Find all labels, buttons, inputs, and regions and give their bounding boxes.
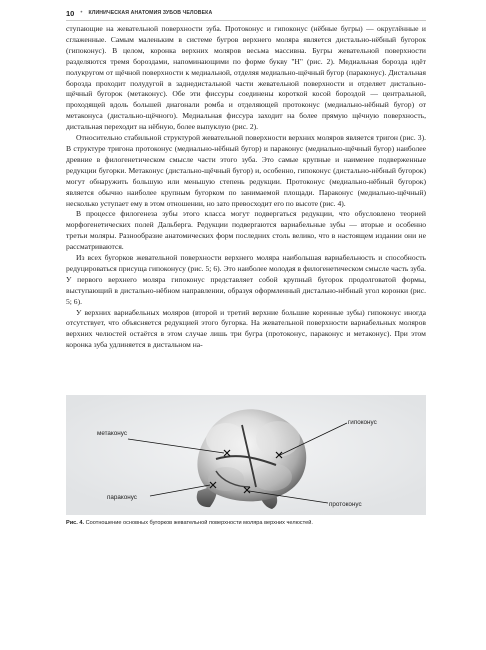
- body-text: [66, 24, 426, 351]
- paragraph-1: ступающие на жевательной поверхности зуба. Протоконус и гипоконус (нёбные бугры) — округлённые и сглаженные. Самым маленьким в системе бугров верхнего моляра является дистально-нёбный бугорок (гипоконус). В целом, коронка верхних моляров весьма массивна. Бугры жевательной поверхности разделяются тремя бороздами, напоминающими по форме букву "Н" (рис. 2). Медиальная борозда идёт полукругом от щёчной поверхности к медиальной, отделяя медиально-щёчный бугор (параконус). Дистальная борозда проходит полудугой в заднедистальной части жевательной поверхности и отделяет дистально-щёчный бугорок (метаконус). Обе эти фиссуры соединены короткой косой бороздой — центральной, проходящей вдоль большей диагонали ромба и отделяющей протоконус (медиально-нёбный бугор) от метаконуса (дистально-щёчного). Медиальная фиссура заходит на более прямую щёчную поверхность, дистальная переходит на нёбную, более выпуклую (рис. 2).: [66, 24, 426, 132]
- caption-text: Соотношение основных бугорков жевательной поверхности моляра верхних челюстей.: [85, 520, 313, 526]
- label-metaconus: метаконус: [97, 430, 127, 437]
- label-hypoconus: гипоконус: [348, 419, 377, 426]
- caption-number: Рис. 4.: [66, 520, 85, 526]
- page-number: 10: [66, 8, 75, 18]
- bullet-separator: •: [80, 10, 83, 16]
- paragraph-2: Относительно стабильной структурой жевательной поверхности верхних моляров является тригон (рис. 3). В структуре тригона протоконус (медиально-нёбный бугор) и параконус (медиально-щёчный бугор) наиболее древние в филогенетическом смысле части этого зуба. Это самые крупные и наименее подверженные редукции бугорки. Метаконус (дистально-щёчный бугор) и, особенно, гипоконус (дистально-нёбный бугорок) могут обнаружить большую или меньшую степень редукции. Протоконус (медиально-нёбный бугорок) является обычно наиболее крупным бугорком по занимаемой площади. Параконус (медиально-щёчный) несколько уступает ему в этом отношении, но зато превосходит его по высоте (рис. 4).: [66, 133, 426, 208]
- page-header: [66, 7, 426, 19]
- paragraph-5: У верхних вариабельных моляров (второй и третий верхние большие коренные зубы) гипоконус иногда отсутствует, что объясняется редукцией этого бугорка. На жевательной поверхности вариабельных моляров верхних челюстей остаётся в этом случае лишь три бугра (протоконус, параконус и метаконус). При этом коронка зуба удлиняется в дистальном на-: [66, 307, 426, 350]
- label-protoconus: протоконус: [329, 501, 362, 508]
- figure-caption: [66, 520, 426, 526]
- paragraph-4: Из всех бугорков жевательной поверхности верхнего моляра наибольшая вариабельность и способность редуцироваться присуща гипоконусу (рис. 5; 6). Это наиболее молодая в филогенетическом смысле часть зуба. У первого верхнего моляра гипоконус представляет собой крупный бугорок продолговатой формы, выступающий в дистально-нёбном направлении, образуя оформленный дистально-нёбный угол коронки (рис. 5; 6).: [66, 253, 426, 306]
- figure-4: [66, 395, 426, 515]
- header-rule: [66, 20, 426, 21]
- running-title: КЛИНИЧЕСКАЯ АНАТОМИЯ ЗУБОВ ЧЕЛОВЕКА: [88, 10, 213, 16]
- label-paraconus: параконус: [107, 494, 137, 501]
- paragraph-3: В процессе филогенеза зубы этого класса могут подвергаться редукции, что обусловлено теорией морфогенетических полей Дальберга. Редукции подвергаются вариабельные зубы — вторые и особенно третьи моляры. Разнообразие анатомических форм последних столь велико, что в настоящем издании они не рассматриваются.: [66, 209, 426, 252]
